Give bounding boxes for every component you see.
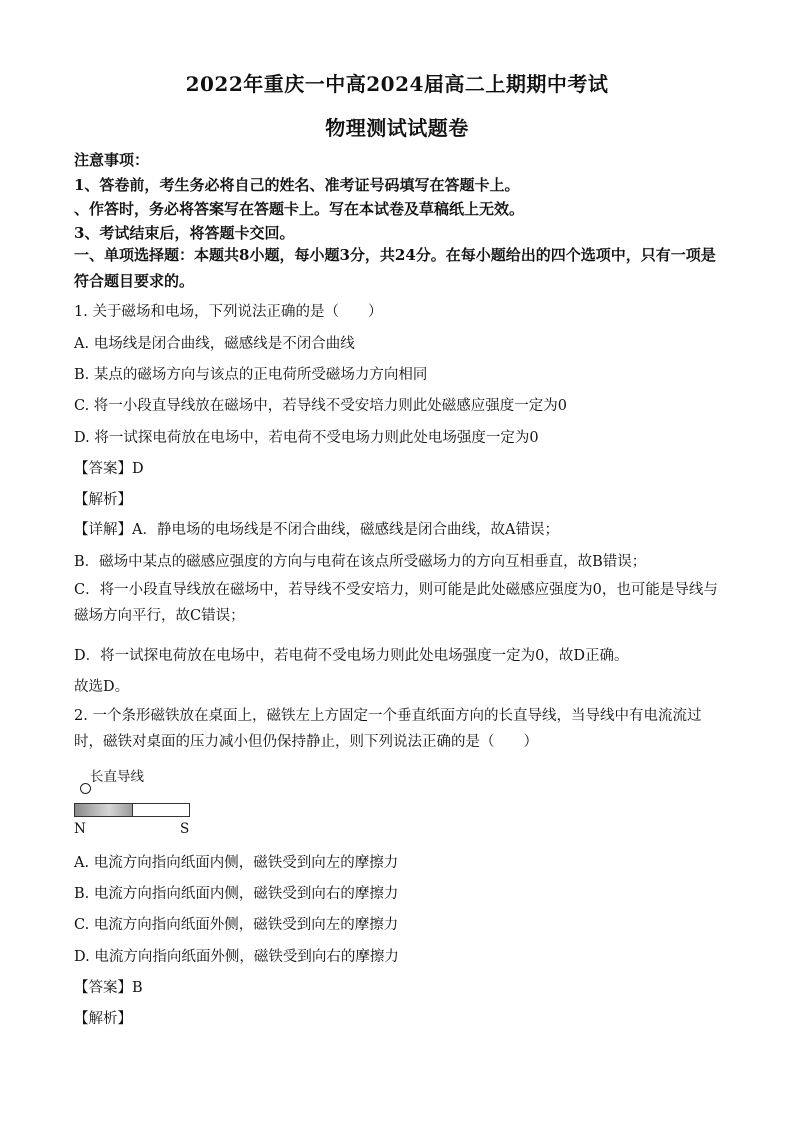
bar-magnet	[74, 803, 190, 817]
q2-option-a: A. 电流方向指向纸面内侧，磁铁受到向左的摩擦力	[74, 855, 399, 871]
magnet-south-half	[132, 804, 190, 816]
q1-detail-c: C．将一小段直导线放在磁场中，若导线不受安培力，则可能是此处磁感应强度为0，也可能是导线与磁场方向平行，故C错误；	[74, 582, 718, 624]
q2-option-d: D. 电流方向指向纸面外侧，磁铁受到向右的摩擦力	[74, 949, 399, 965]
q2-option-b: B. 电流方向指向纸面内侧，磁铁受到向右的摩擦力	[74, 886, 399, 902]
magnet-wire-figure	[74, 765, 214, 837]
exam-title: 2022年重庆一中高2024届高二上期期中考试	[185, 72, 609, 96]
q2-analysis-label: 【解析】	[74, 1011, 132, 1027]
pole-s-label: S	[180, 821, 190, 837]
wire-cross-section-icon	[80, 783, 91, 794]
q1-analysis-label: 【解析】	[74, 492, 132, 508]
q1-stem: 1. 关于磁场和电场，下列说法正确的是（ ）	[74, 304, 383, 320]
q1-answer: 【答案】D	[74, 461, 144, 477]
note-item-2: 、作答时，务必将答案写在答题卡上。写在本试卷及草稿纸上无效。	[74, 200, 525, 218]
wire-label: 长直导线	[90, 769, 144, 785]
section-heading: 一、单项选择题：本题共8小题，每小题3分，共24分。在每小题给出的四个选项中，只有一项是符合题目要求的。	[74, 246, 716, 290]
q2-answer: 【答案】B	[74, 980, 143, 996]
q1-option-d: D. 将一试探电荷放在电场中，若电荷不受电场力则此处电场强度一定为0	[74, 430, 539, 446]
q1-option-a: A. 电场线是闭合曲线，磁感线是不闭合曲线	[74, 336, 355, 352]
q1-option-c: C. 将一小段直导线放在磁场中，若导线不受安培力则此处磁感应强度一定为0	[74, 398, 568, 414]
q1-option-b: B. 某点的磁场方向与该点的正电荷所受磁场力方向相同	[74, 367, 428, 383]
q2-stem: 2. 一个条形磁铁放在桌面上，磁铁左上方固定一个垂直纸面方向的长直导线，当导线中有电流流过时，磁铁对桌面的压力减小但仍保持静止，则下列说法正确的是（ ）	[74, 708, 702, 750]
note-item-3: 3、考试结束后，将答题卡交回。	[74, 224, 295, 242]
notes-heading: 注意事项：	[74, 151, 150, 169]
q1-detail-a: 【详解】A．静电场的电场线是不闭合曲线，磁感线是闭合曲线，故A错误；	[74, 522, 559, 538]
exam-subtitle: 物理测试试题卷	[325, 116, 469, 140]
q2-option-c: C. 电流方向指向纸面外侧，磁铁受到向左的摩擦力	[74, 917, 399, 933]
note-item-1: 1、答卷前，考生务必将自己的姓名、准考证号码填写在答题卡上。	[74, 176, 520, 194]
q1-conclusion: 故选D。	[74, 679, 130, 695]
magnet-north-half	[75, 804, 132, 816]
pole-n-label: N	[74, 821, 86, 837]
q1-detail-b: B．磁场中某点的磁感应强度的方向与电荷在该点所受磁场力的方向互相垂直，故B错误；	[74, 554, 647, 570]
q1-detail-d: D．将一试探电荷放在电场中，若电荷不受电场力则此处电场强度一定为0，故D正确。	[74, 648, 629, 664]
